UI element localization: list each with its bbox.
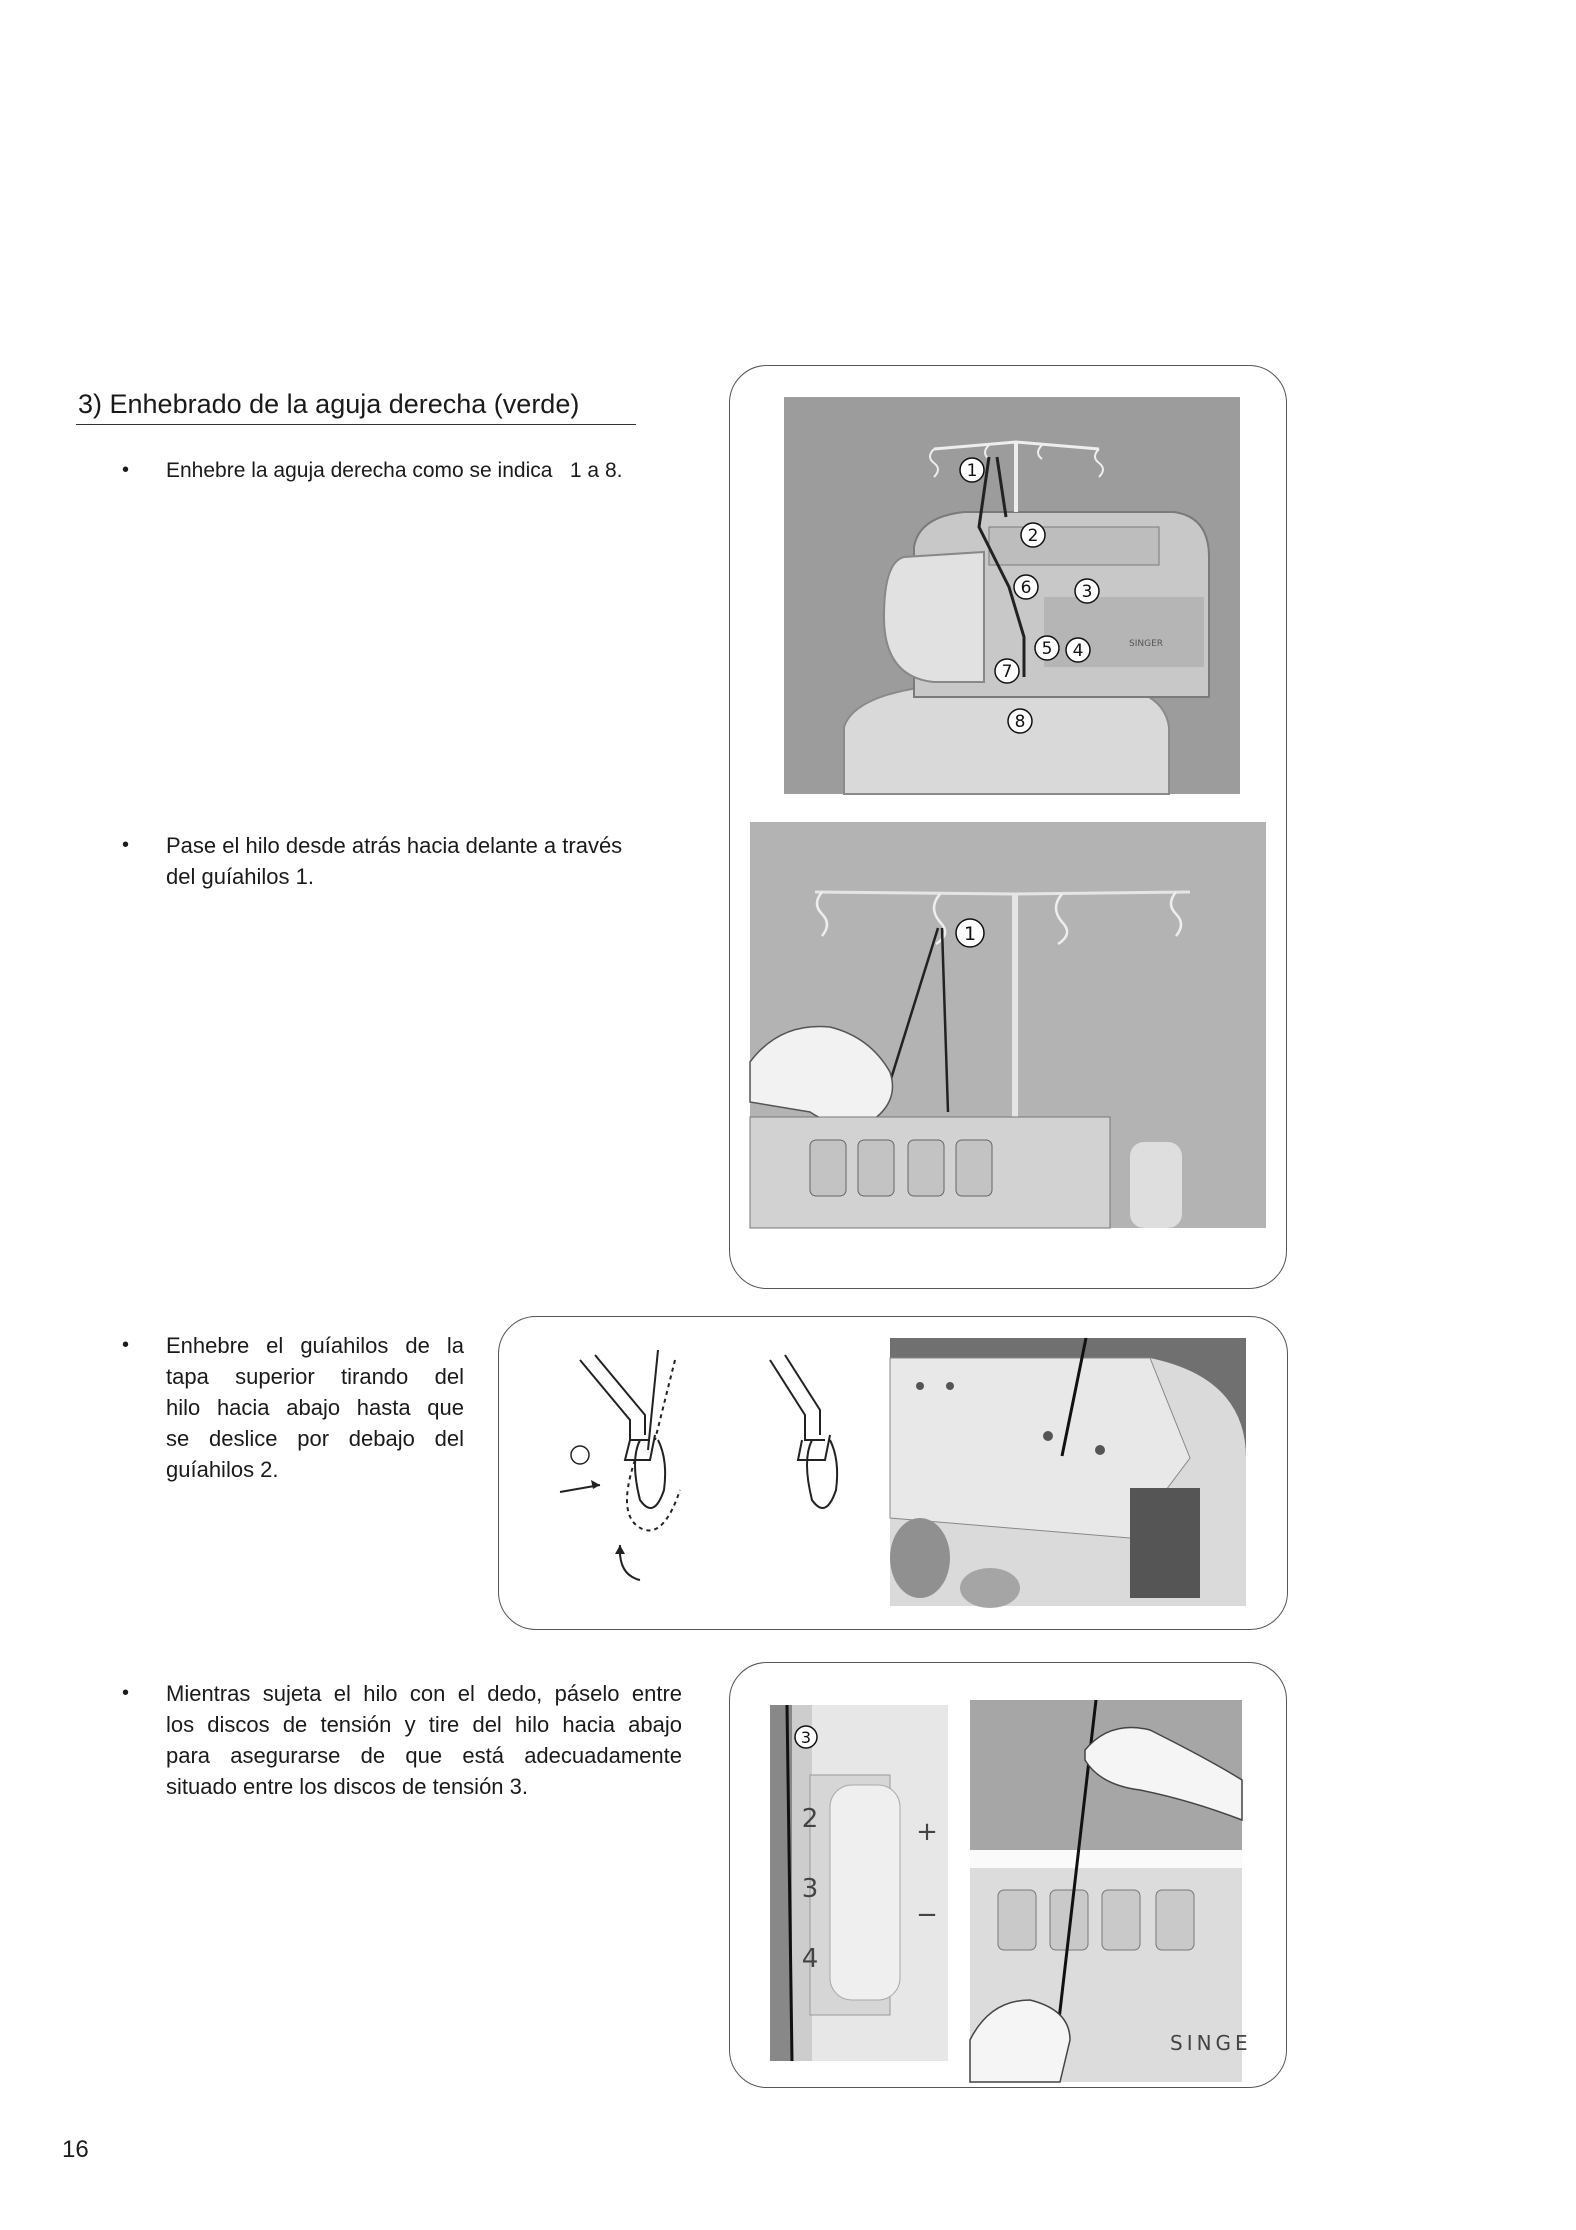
step-1 [122, 455, 682, 487]
step-2 [122, 830, 682, 894]
overview-callout: 2 [1027, 526, 1039, 546]
bullet-icon: • [122, 1334, 130, 1356]
overview-callout: 1 [966, 461, 978, 481]
step-3 [122, 1330, 462, 1490]
tension-number: 2 [801, 1804, 819, 1834]
overview-callout: 6 [1020, 578, 1032, 598]
overview-callout: 3 [1081, 582, 1093, 602]
bullet-icon: • [122, 1682, 130, 1704]
step-2-line: Pase el hilo desde atrás hacia delante a través [166, 833, 623, 858]
step-2-line: del guíahilos 1. [166, 864, 314, 889]
step-4-line: los discos de tensión y tire del hilo hacia abajo [166, 1712, 682, 1737]
thread-guide-photo [750, 822, 1266, 1228]
step-3-line: Enhebre el guíahilos de la [166, 1333, 464, 1358]
tension-plus: + [916, 1817, 938, 1847]
overview-callout: 5 [1041, 639, 1053, 659]
tension-number: 3 [801, 1874, 819, 1904]
guide-callout: 1 [963, 923, 977, 945]
tension-hand-photo [970, 1700, 1252, 2082]
tension-closeup-photo [770, 1705, 948, 2061]
brand-partial: SINGE [1170, 2031, 1252, 2055]
step-3-line: guíahilos 2. [166, 1457, 279, 1482]
step-3-line: se deslice por debajo del [166, 1426, 464, 1451]
tension-callout: 3 [800, 1728, 812, 1747]
bullet-icon: • [122, 459, 130, 481]
overview-callout: 7 [1001, 662, 1013, 682]
guide-2-diagram [540, 1340, 860, 1600]
overview-callout: 4 [1072, 641, 1084, 661]
overview-photo [784, 397, 1240, 794]
step-1-text: Enhebre la aguja derecha como se indica 1 a 8. [166, 459, 623, 482]
step-4-line: para asegurarse de que está adecuadamente [166, 1743, 682, 1768]
step-4-line: situado entre los discos de tensión 3. [166, 1774, 529, 1799]
overview-callout: 8 [1014, 712, 1026, 732]
step-4-line: Mientras sujeta el hilo con el dedo, páselo entre [166, 1681, 682, 1706]
overview-brand: SINGER [1129, 639, 1164, 649]
page-number: 16 [62, 2136, 89, 2163]
step-3-line: hilo hacia abajo hasta que [166, 1395, 464, 1420]
tension-minus: − [916, 1900, 938, 1930]
bullet-icon: • [122, 834, 130, 856]
title-underline [76, 424, 636, 425]
tension-number: 4 [801, 1944, 819, 1974]
step-3-line: tapa superior tirando del [166, 1364, 464, 1389]
guide-2-photo [890, 1338, 1246, 1606]
step-4 [122, 1678, 682, 1808]
section-title: 3) Enhebrado de la aguja derecha (verde) [78, 389, 580, 419]
